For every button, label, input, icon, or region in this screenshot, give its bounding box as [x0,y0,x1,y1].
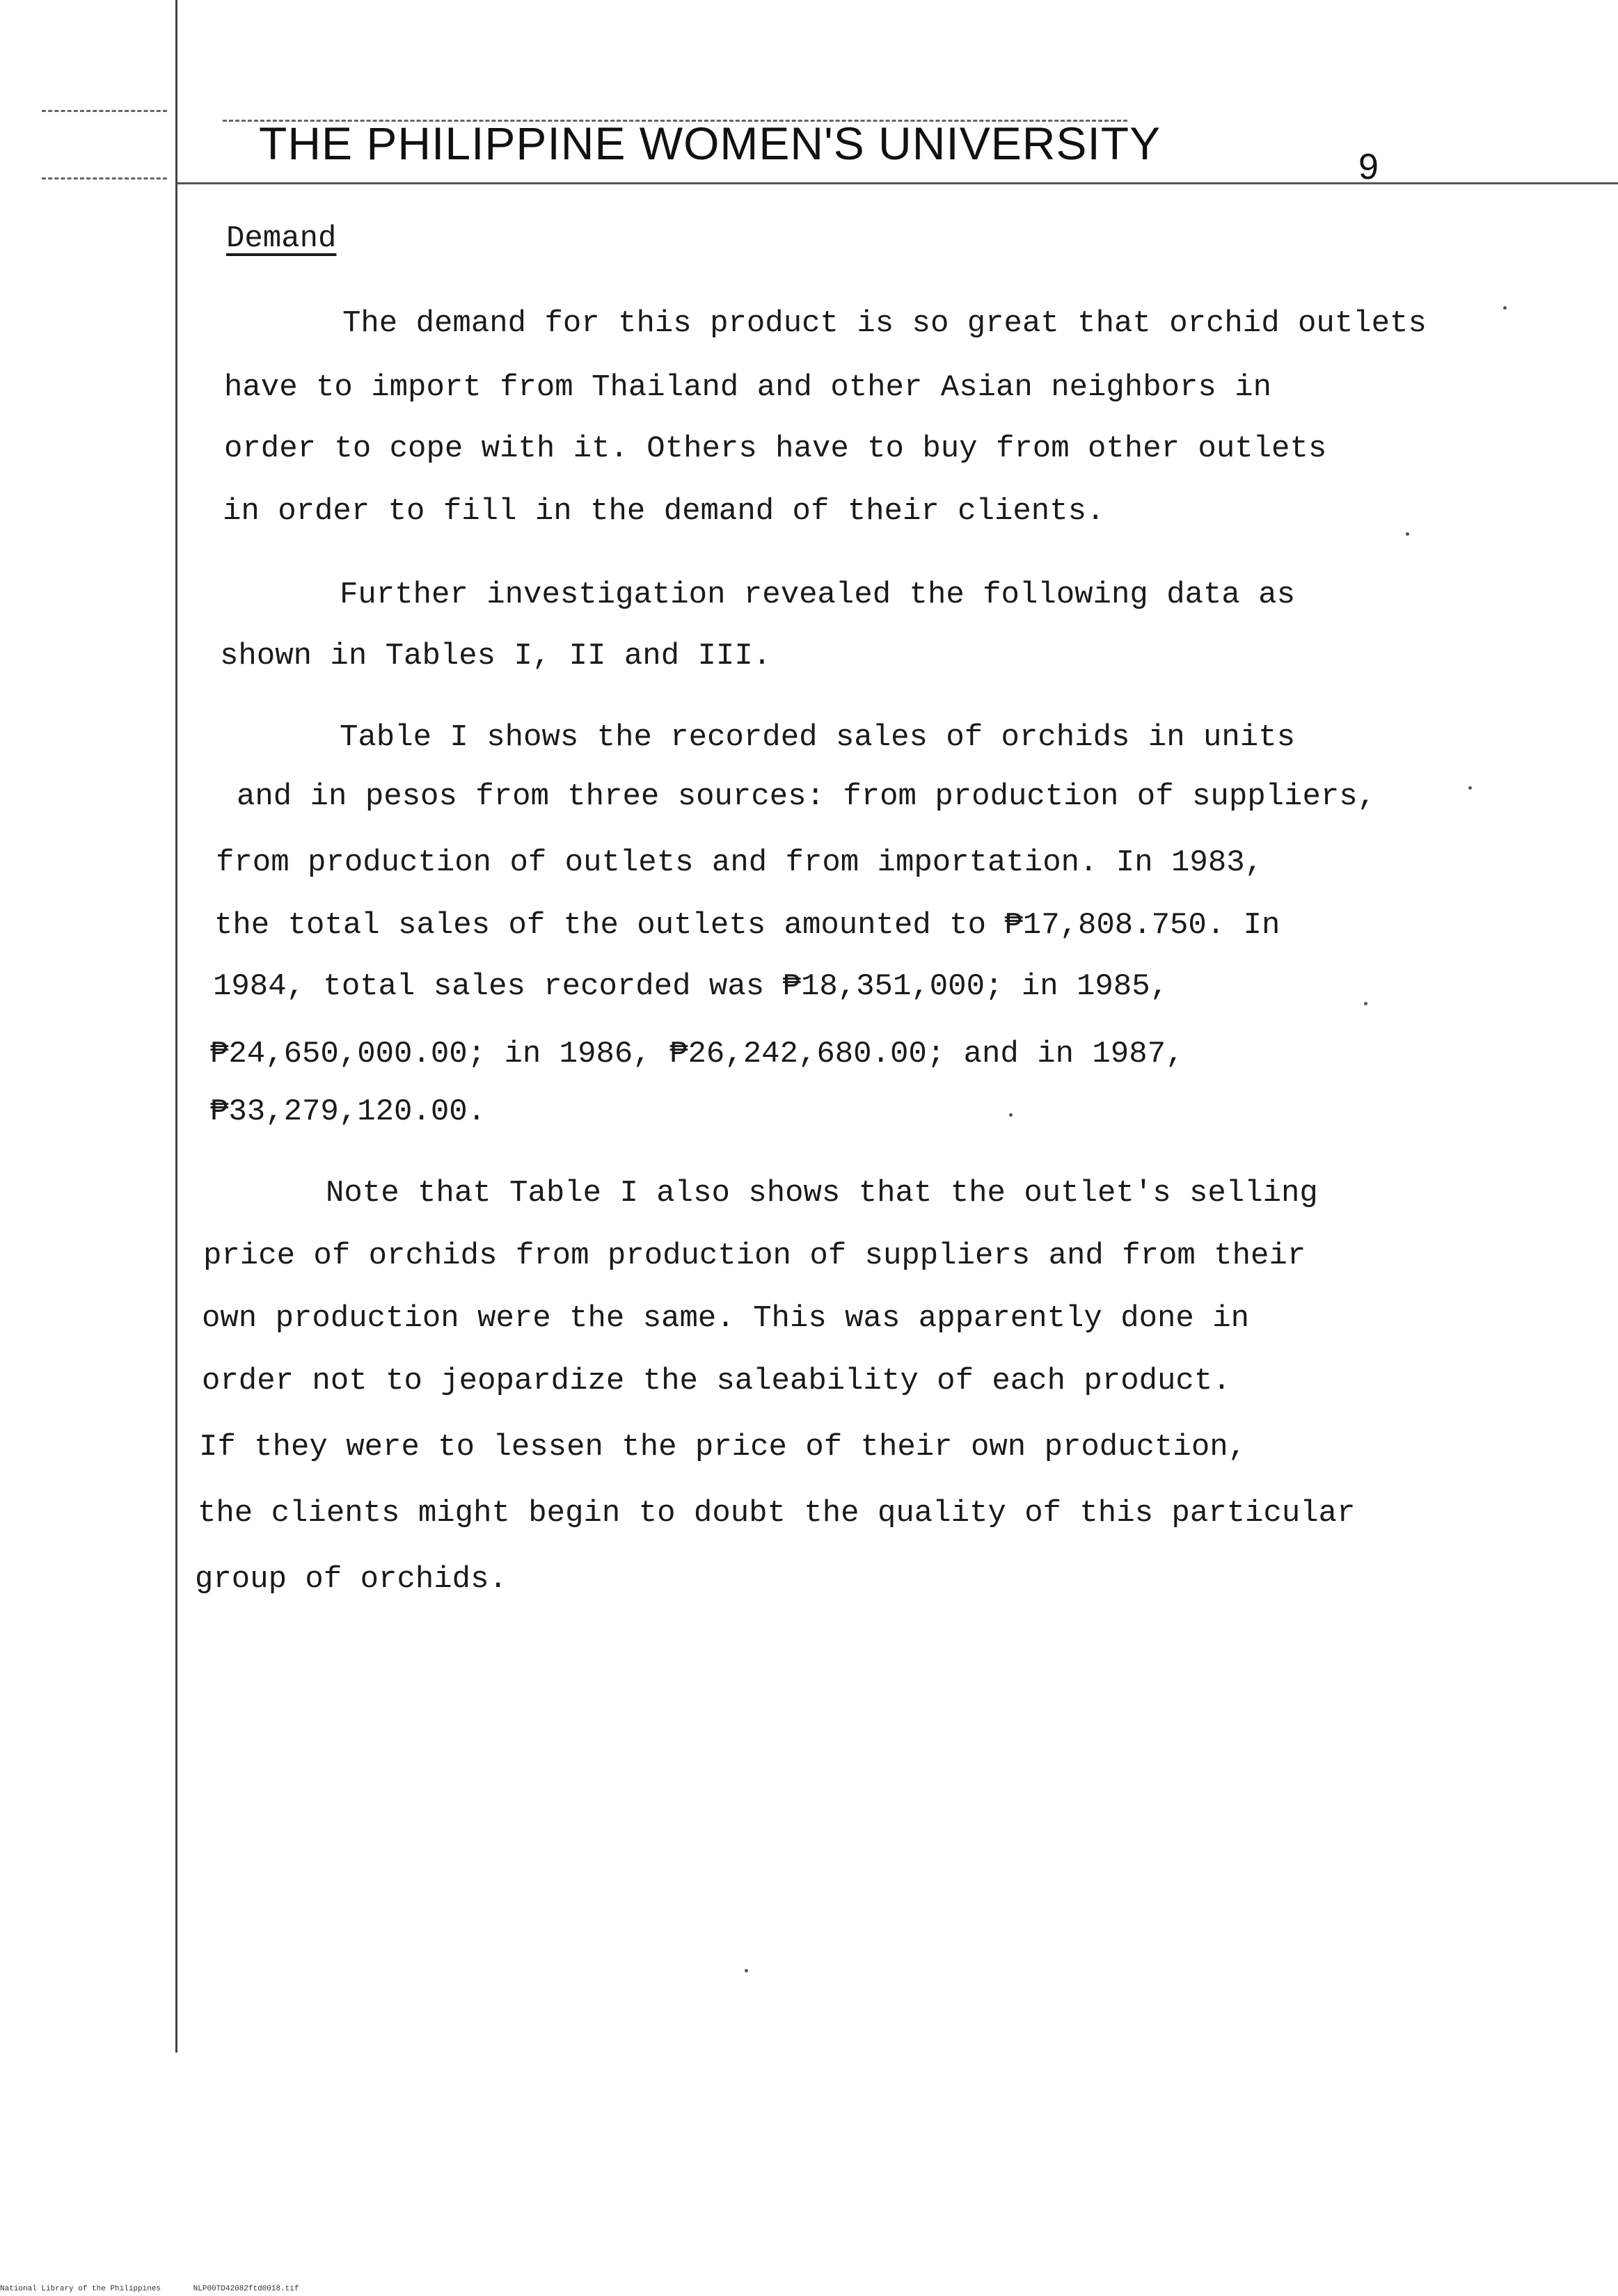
header-rule-top-left [42,110,167,112]
body-line: and in pesos from three sources: from production of suppliers, [237,779,1377,814]
body-line: from production of outlets and from importation. In 1983, [216,845,1264,880]
body-line: in order to fill in the demand of their clients. [223,494,1105,529]
body-line: shown in Tables I, II and III. [220,639,772,673]
section-heading-demand: Demand [226,221,337,256]
body-line: If they were to lessen the price of their own production, [199,1430,1247,1465]
scan-speck [1406,532,1409,536]
body-line: price of orchids from production of suppliers and from their [203,1238,1306,1273]
footer-library: National Library of the Philippines [0,2285,161,2293]
body-line: 1984, total sales recorded was ₱18,351,000; in 1985, [213,969,1169,1004]
body-line: ₱33,279,120.00. [210,1094,486,1129]
body-line: Table I shows the recorded sales of orchids in units [340,720,1296,755]
scan-speck [1009,1113,1013,1117]
header-rule-bottom [177,182,1618,184]
scan-margin-line [175,0,177,2052]
university-header: THE PHILIPPINE WOMEN'S UNIVERSITY [259,118,1161,169]
scan-speck [745,1969,748,1972]
page-number: 9 [1358,147,1379,187]
body-line: The demand for this product is so great that orchid outlets [342,306,1427,341]
body-line: group of orchids. [195,1562,507,1597]
body-line: Further investigation revealed the following data as [340,577,1296,612]
scan-footer [0,2285,299,2293]
footer-file-id: NLP00TD42082ftd0018.tif [193,2285,299,2293]
body-line: have to import from Thailand and other Asian neighbors in [224,370,1272,405]
scan-speck [1468,786,1472,790]
scan-speck [1364,1002,1367,1005]
body-line: own production were the same. This was apparently done in [202,1301,1250,1336]
body-line: the total sales of the outlets amounted to ₱17,808.750. In [214,908,1280,943]
body-line: order not to jeopardize the saleability of each product. [202,1364,1231,1398]
body-line: ₱24,650,000.00; in 1986, ₱26,242,680.00; and in 1987, [210,1037,1184,1071]
header-rule-bottom-left [42,177,167,180]
body-line: order to cope with it. Others have to buy from other outlets [224,431,1327,466]
body-line: the clients might begin to doubt the quality of this particular [198,1496,1356,1531]
scan-speck [1503,306,1507,310]
body-line: Note that Table I also shows that the outlet's selling [326,1176,1318,1211]
